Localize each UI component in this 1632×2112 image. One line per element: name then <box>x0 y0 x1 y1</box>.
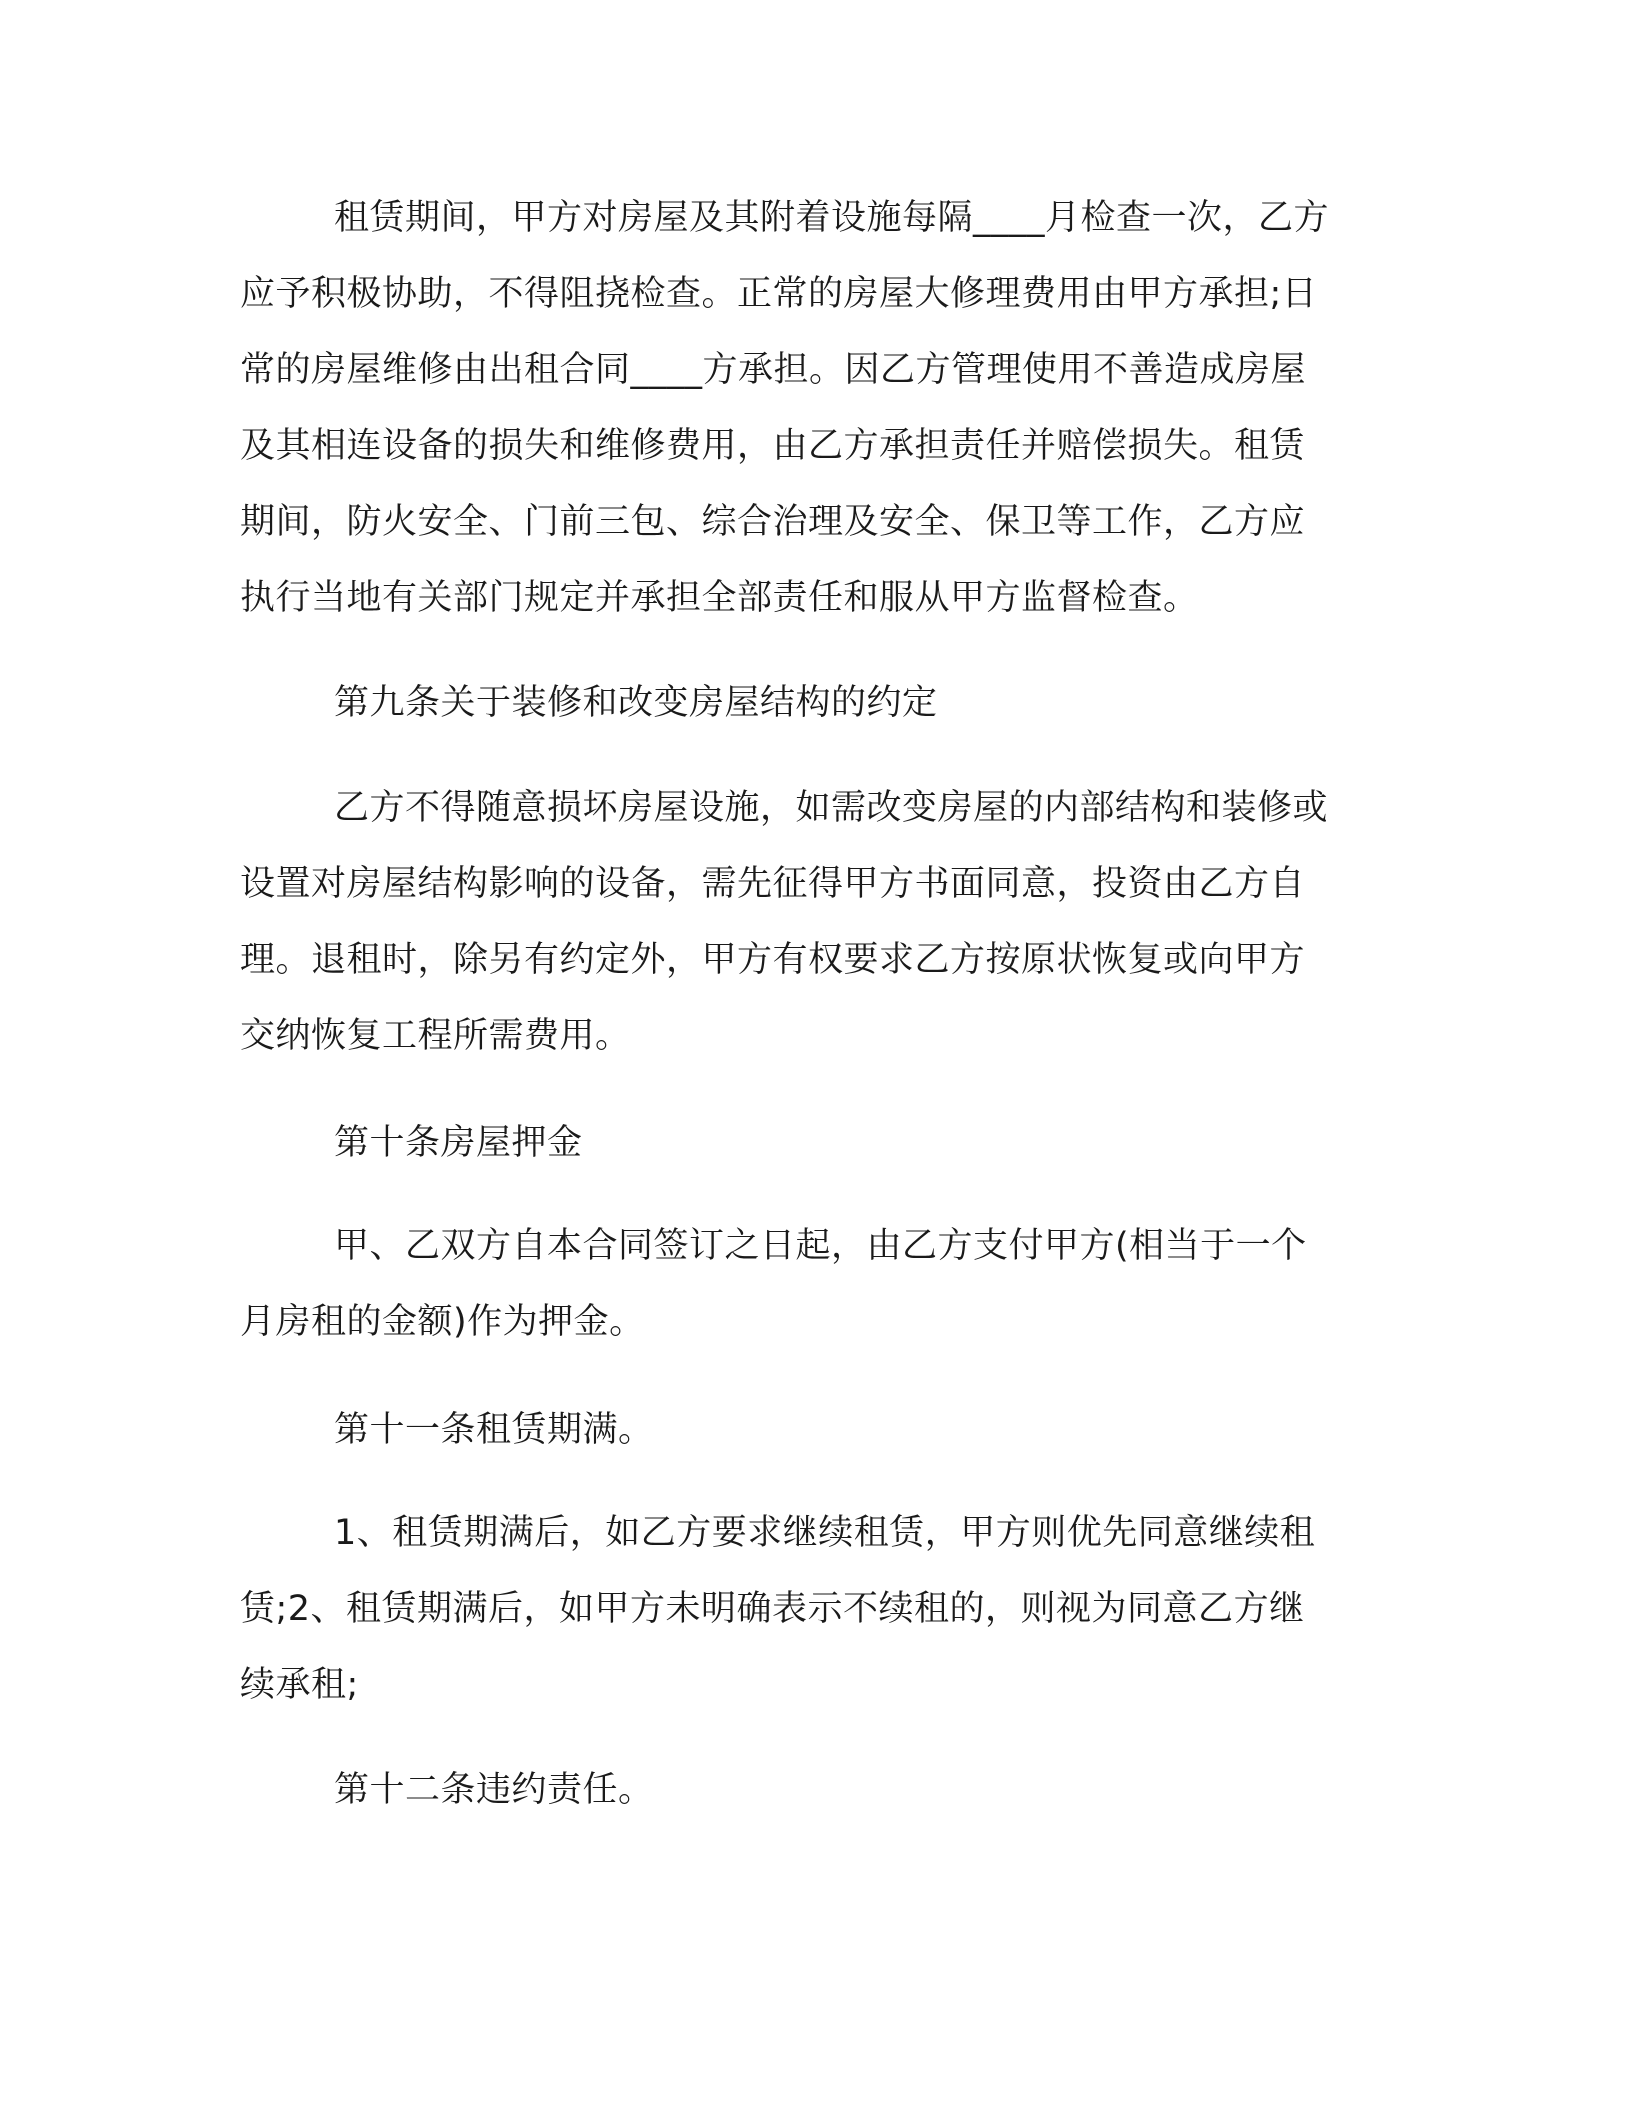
heading-text: 第十一条租赁期满。 <box>334 1410 654 1450</box>
text-line: 交纳恢复工程所需费用。 <box>240 1016 631 1056</box>
text-line: 设置对房屋结构影响的设备，需先征得甲方书面同意，投资由乙方自 <box>240 864 1306 904</box>
heading-text: 第九条关于装修和改变房屋结构的约定 <box>334 683 938 723</box>
text-line: 常的房屋维修由出租合同____方承担。因乙方管理使用不善造成房屋 <box>240 350 1307 390</box>
text-line: 期间，防火安全、门前三包、综合治理及安全、保卫等工作，乙方应 <box>240 502 1306 542</box>
text-line: 甲、乙双方自本合同签订之日起，由乙方支付甲方(相当于一个 <box>334 1226 1307 1266</box>
text-line: 租赁期间，甲方对房屋及其附着设施每隔____月检查一次，乙方 <box>334 198 1330 238</box>
article-12-heading <box>240 1752 1390 1828</box>
text-line: 月房租的金额)作为押金。 <box>240 1302 645 1342</box>
text-line: 乙方不得随意损坏房屋设施，如需改变房屋的内部结构和装修或 <box>334 788 1329 828</box>
paragraph-inspection <box>240 180 1390 636</box>
article-11-heading <box>240 1392 1390 1468</box>
heading-text: 第十条房屋押金 <box>334 1123 583 1163</box>
text-line: 应予积极协助，不得阻挠检查。正常的房屋大修理费用由甲方承担;日 <box>240 274 1318 314</box>
text-line: 及其相连设备的损失和维修费用，由乙方承担责任并赔偿损失。租赁 <box>240 426 1306 466</box>
text-line: 执行当地有关部门规定并承担全部责任和服从甲方监督检查。 <box>240 578 1199 618</box>
text-line: 1、租赁期满后，如乙方要求继续租赁，甲方则优先同意继续租 <box>334 1513 1316 1553</box>
text-line: 理。退租时，除另有约定外，甲方有权要求乙方按原状恢复或向甲方 <box>240 940 1306 980</box>
paragraph-renovation <box>240 770 1390 1074</box>
text-line: 续承租; <box>240 1665 359 1705</box>
paragraph-lease-expiry <box>240 1495 1390 1723</box>
text-line: 赁;2、租赁期满后，如甲方未明确表示不续租的，则视为同意乙方继 <box>240 1589 1305 1629</box>
article-9-heading <box>240 665 1390 741</box>
article-10-heading <box>240 1105 1390 1181</box>
paragraph-deposit <box>240 1208 1390 1360</box>
heading-text: 第十二条违约责任。 <box>334 1770 654 1810</box>
